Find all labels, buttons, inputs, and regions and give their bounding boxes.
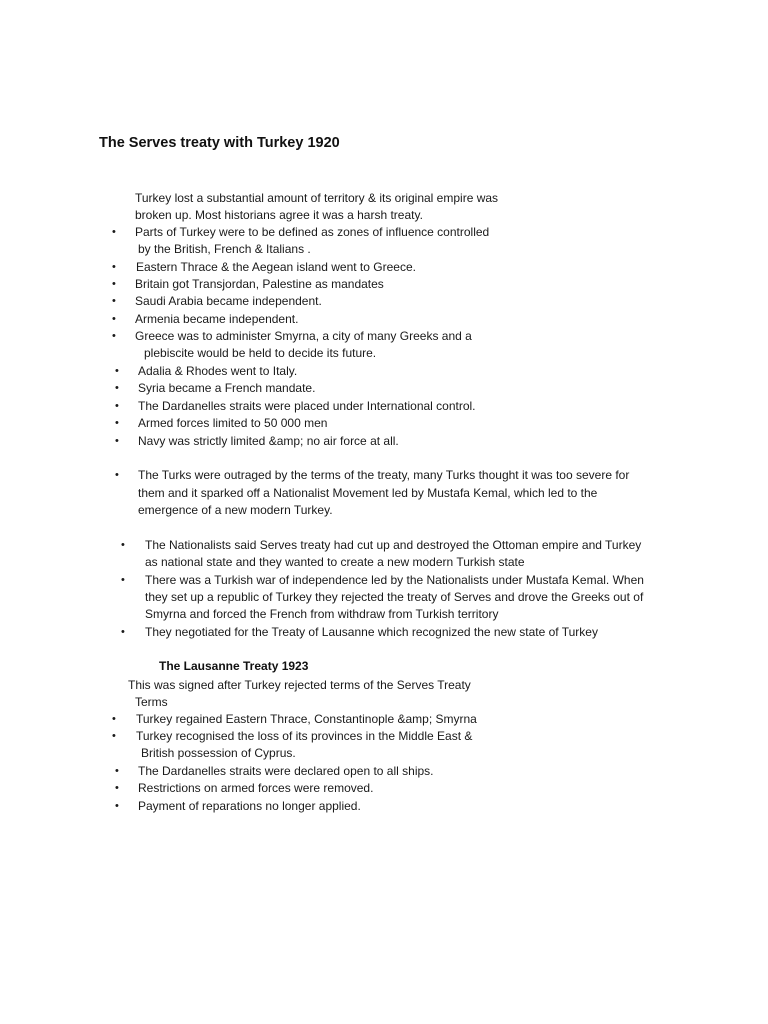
list-item: Britain got Transjordan, Palestine as mandates [135, 277, 384, 291]
section-heading: The Lausanne Treaty 1923 [159, 659, 309, 673]
list-item: The Nationalists said Serves treaty had cut up and destroyed the Ottoman empire and Turkey [145, 538, 642, 552]
bullet-marker: • [115, 800, 119, 812]
bullet-marker: • [115, 435, 119, 447]
bullet-marker: • [121, 539, 125, 551]
intro-text: Turkey lost a substantial amount of territory & its original empire was [135, 191, 499, 205]
list-item: Turkey recognised the loss of its provinces in the Middle East & [136, 729, 473, 743]
list-item: plebiscite would be held to decide its future. [144, 346, 377, 360]
list-item: Adalia & Rhodes went to Italy. [138, 364, 298, 378]
bullet-marker: • [115, 765, 119, 777]
list-item: Navy was strictly limited &amp; no air force at all. [138, 434, 399, 448]
list-item: The Dardanelles straits were placed under International control. [138, 399, 476, 413]
list-item: Eastern Thrace & the Aegean island went to Greece. [136, 260, 416, 274]
list-item: them and it sparked off a Nationalist Movement led by Mustafa Kemal, which led to the [138, 486, 598, 500]
bullet-marker: • [112, 730, 116, 742]
list-item: British possession of Cyprus. [141, 746, 296, 760]
intro-text: Terms [135, 695, 168, 709]
bullet-marker: • [112, 713, 116, 725]
list-item: Payment of reparations no longer applied. [138, 799, 361, 813]
bullet-marker: • [112, 226, 116, 238]
list-item: The Turks were outraged by the terms of the treaty, many Turks thought it was too severe for [138, 468, 630, 482]
bullet-marker: • [115, 782, 119, 794]
list-item: emergence of a new modern Turkey. [138, 503, 333, 517]
list-item: They negotiated for the Treaty of Lausanne which recognized the new state of Turkey [145, 625, 598, 639]
list-item: Parts of Turkey were to be defined as zones of influence controlled [135, 225, 490, 239]
bullet-marker: • [112, 330, 116, 342]
list-item: they set up a republic of Turkey they rejected the treaty of Serves and drove the Greeks out of [145, 590, 644, 604]
list-item: Saudi Arabia became independent. [135, 294, 322, 308]
bullet-marker: • [115, 417, 119, 429]
list-item: Restrictions on armed forces were removed. [138, 781, 374, 795]
list-item: Armenia became independent. [135, 312, 299, 326]
list-item: Smyrna and forced the French from withdraw from Turkish territory [145, 607, 499, 621]
bullet-marker: • [121, 574, 125, 586]
list-item: Syria became a French mandate. [138, 381, 316, 395]
list-item: as national state and they wanted to create a new modern Turkish state [145, 555, 525, 569]
bullet-marker: • [115, 382, 119, 394]
bullet-marker: • [112, 261, 116, 273]
list-item: There was a Turkish war of independence led by the Nationalists under Mustafa Kemal. When [145, 573, 644, 587]
intro-text: broken up. Most historians agree it was a harsh treaty. [135, 208, 423, 222]
bullet-marker: • [112, 278, 116, 290]
bullet-marker: • [121, 626, 125, 638]
list-item: Armed forces limited to 50 000 men [138, 416, 328, 430]
bullet-marker: • [112, 313, 116, 325]
list-item: Greece was to administer Smyrna, a city of many Greeks and a [135, 329, 472, 343]
list-item: The Dardanelles straits were declared open to all ships. [138, 764, 434, 778]
bullet-marker: • [112, 295, 116, 307]
document-title: The Serves treaty with Turkey 1920 [99, 135, 340, 151]
bullet-marker: • [115, 400, 119, 412]
list-item: by the British, French & Italians . [138, 242, 311, 256]
bullet-marker: • [115, 365, 119, 377]
bullet-marker: • [115, 469, 119, 481]
intro-text: This was signed after Turkey rejected terms of the Serves Treaty [128, 678, 471, 692]
list-item: Turkey regained Eastern Thrace, Constantinople &amp; Smyrna [136, 712, 477, 726]
